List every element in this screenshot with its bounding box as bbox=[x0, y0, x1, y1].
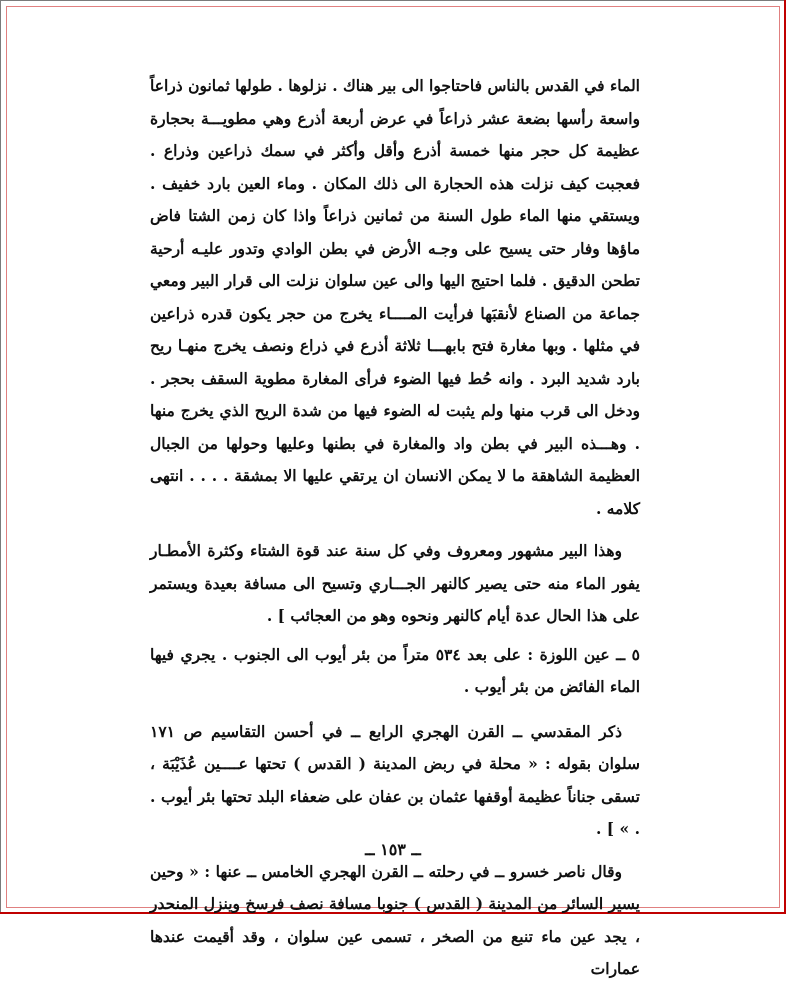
page-number: ــ ١٥٣ ــ bbox=[365, 840, 421, 859]
paragraph-muqaddasi: ذكر المقدسي ــ القرن الهجري الرابع ــ في أحسن التقاسيم ص ١٧١ سلوان بقوله : « محلة في ربض المدينة ( القدس ) تحتها عــــين عُذَيْبَة ، تسقى جناناً عظيمة أوقفها عثمان بن عفان على ضعفاء البلد تحتها بئر أيوب . . » ] . bbox=[150, 721, 640, 838]
paragraph-nasir-khusraw: وقال ناصر خسرو ــ في رحلته ــ القرن الهجري الخامس ــ عنها : « وحين يسير السائر من المدينة ( القدس ) جنوبا مسافة نصف فرسخ وينزل المنحدر ، يجد عين ماء تنبع من الصخر ، تسمى عين سلوان ، وقد أقيمت عندها عمارات bbox=[150, 861, 640, 978]
section-text-ein-al-lawza: على بعد ٥٣٤ متراً من بئر أيوب الى الجنوب . يجري فيها الماء الفائض من بئر أيوب . bbox=[150, 644, 640, 696]
paragraph-bir-description: الماء في القدس بالناس فاحتاجوا الى بير هناك . نزلوها . طولها ثمانون ذراعاً واسعة رأسها بضعة عشر ذراعاً في عرض أربعة أذرع وهي مطويـــة بحجارة عظيمة كل حجر منها خمسة أذرع وأقل وأكثر في سمك ذراعين وذراع . فعجبت كيف نزلت هذه الحجارة الى ذلك المكان . وماء العين بارد خفيف . ويستقي منها الماء طول السنة من ثمانين ذراعاً واذا كان زمن الشتا فاض ماؤها وفار حتى يسيح على وجـه الأرض في بطن الوادي وتدور عليـه أرحية تطحن الدقيق . فلما احتيج اليها والى عين سلوان نزلت الى قرار البير ومعي جماعة من الصناع لأنقبَها فرأيت المــــاء يخرج من حجر يكون قدره ذراعين في مثلها . وبها مغارة فتح بابهـــا ثلاثة أذرع في ذراع ونصف يخرج منهـا ريح بارد شديد البرد . وانه حُط فيها الضوء فرأى المغارة مطوية السقف بحجر . ودخل الى قرب منها ولم يثبت له الضوء فيها من شدة الريح الذي يخرج منها . وهـــذه البير في بطن واد والمغارة في بطنها وعليها وحولها من الجبال العظيمة الشاهقة ما لا يمكن الانسان ان يرتقي عليها الا بمشقة . . . . انتهى كلامه . bbox=[150, 76, 640, 518]
paragraph-bir-famous: وهذا البير مشهور ومعروف وفي كل سنة عند قوة الشتاء وكثرة الأمطـار يفور الماء منه حتى يصير كالنهر الجـــاري وتسيح الى مسافة بعيدة ويستمر على هذا الحال عدة أيام كالنهر ونحوه وهو من العجائب ] . bbox=[150, 541, 640, 625]
section-heading-ein-al-lawza: ٥ ــ عين اللوزة : bbox=[527, 644, 640, 664]
paragraph-ein-al-lawza bbox=[150, 639, 640, 704]
